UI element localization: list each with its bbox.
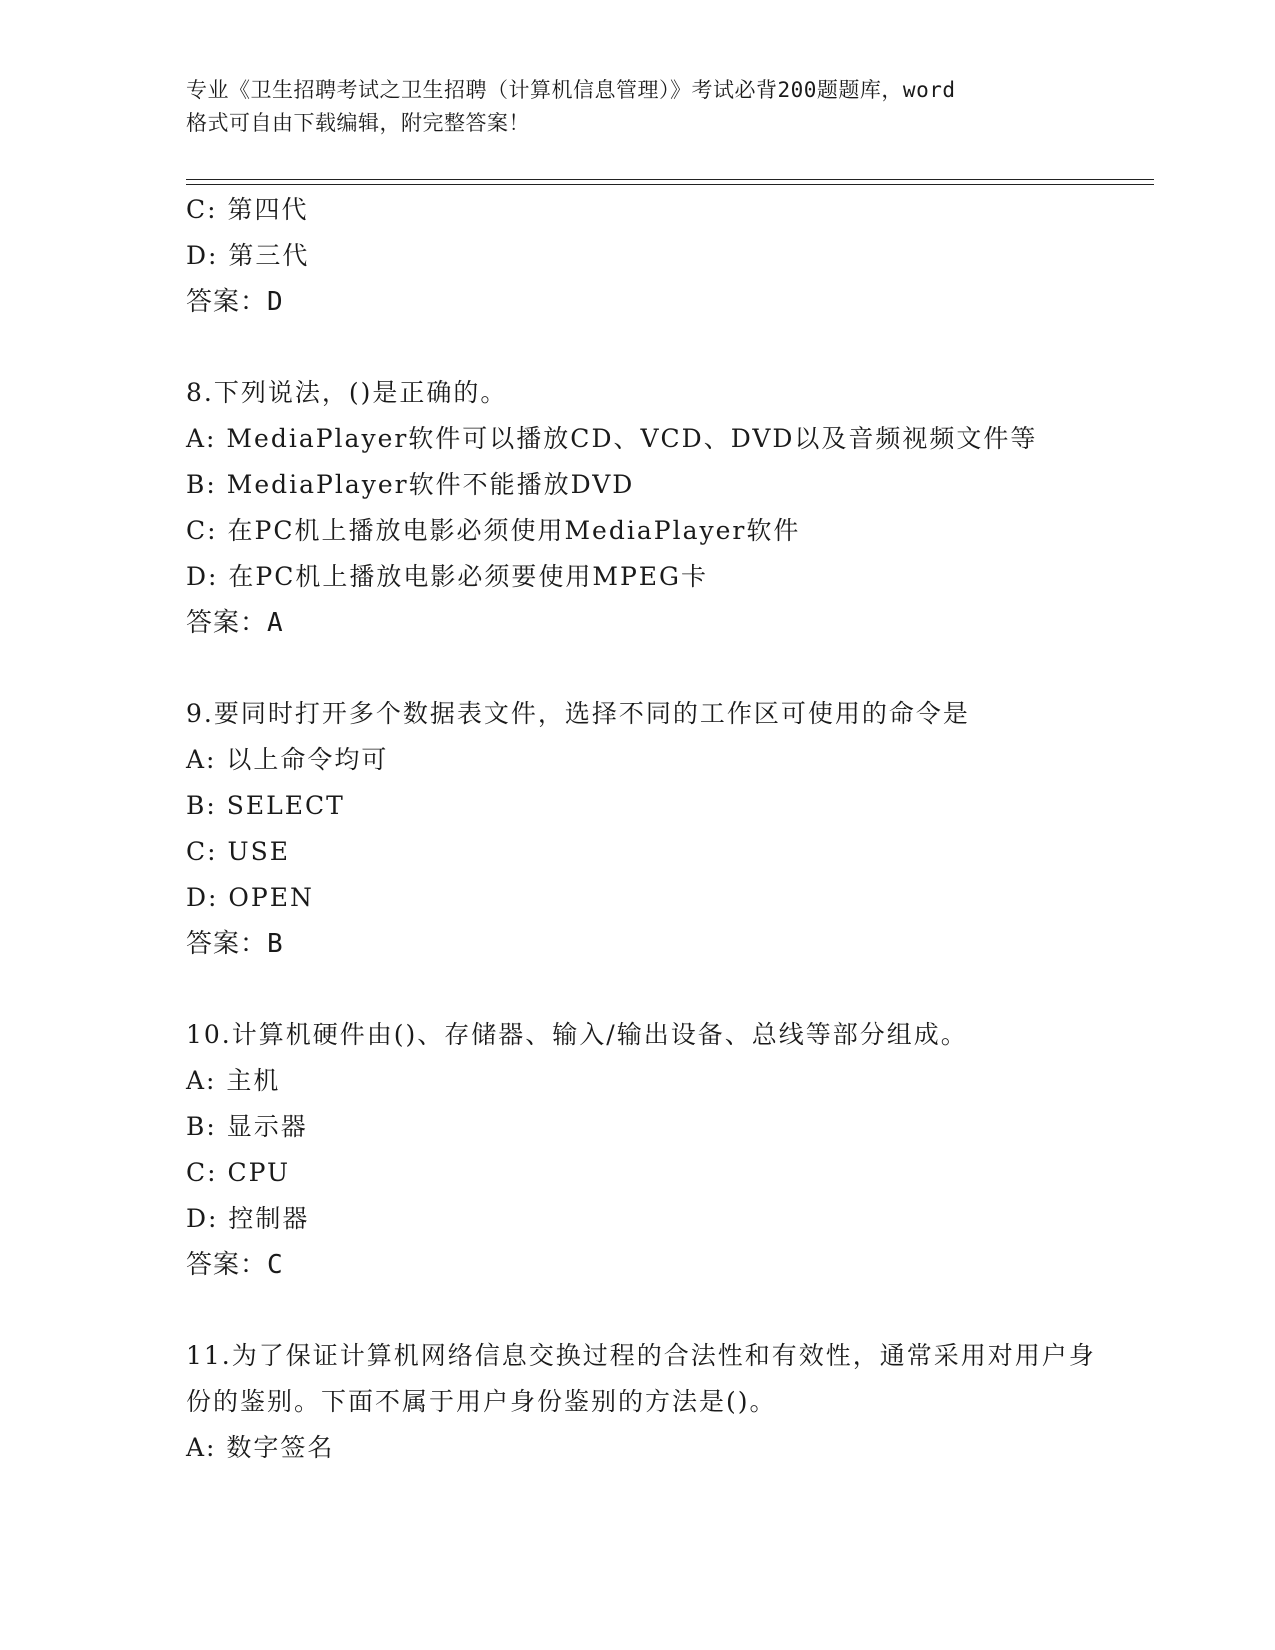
option-d: D: 在PC机上播放电影必须要使用MPEG卡 xyxy=(186,562,709,591)
question-10 xyxy=(186,1012,1106,1288)
option-c: C: 第四代 xyxy=(186,195,309,224)
answer-line: 答案：C xyxy=(186,1250,284,1280)
option-d: D: 第三代 xyxy=(186,241,310,270)
header-title-line-1: 专业《卫生招聘考试之卫生招聘（计算机信息管理）》考试必背200题题库，word xyxy=(186,78,956,102)
option-a: A: 数字签名 xyxy=(186,1433,335,1462)
question-stem: 8.下列说法，()是正确的。 xyxy=(186,378,508,407)
document-header xyxy=(186,74,1086,140)
header-title-line-2: 格式可自由下载编辑，附完整答案！ xyxy=(186,111,530,135)
option-a: A: MediaPlayer软件可以播放CD、VCD、DVD以及音频视频文件等 xyxy=(186,424,1038,453)
question-list xyxy=(186,187,1106,1471)
question-stem: 9.要同时打开多个数据表文件，选择不同的工作区可使用的命令是 xyxy=(186,699,970,728)
option-d: D: OPEN xyxy=(186,883,314,912)
option-d: D: 控制器 xyxy=(186,1204,310,1233)
option-c: C: USE xyxy=(186,837,290,866)
header-divider-top xyxy=(186,179,1154,180)
option-c: C: 在PC机上播放电影必须使用MediaPlayer软件 xyxy=(186,516,801,545)
option-a: A: 主机 xyxy=(186,1066,281,1095)
question-11 xyxy=(186,1333,1106,1471)
header-divider-bottom xyxy=(186,184,1154,185)
answer-line: 答案：A xyxy=(186,608,284,638)
question-9 xyxy=(186,691,1106,967)
question-fragment xyxy=(186,187,1106,325)
answer-line: 答案：D xyxy=(186,287,284,317)
option-b: B: MediaPlayer软件不能播放DVD xyxy=(186,470,635,499)
option-b: B: 显示器 xyxy=(186,1112,308,1141)
answer-line: 答案：B xyxy=(186,929,284,959)
option-c: C: CPU xyxy=(186,1158,291,1187)
option-a: A: 以上命令均可 xyxy=(186,745,389,774)
question-stem: 11.为了保证计算机网络信息交换过程的合法性和有效性，通常采用对用户身份的鉴别。下面不属于用户身份鉴别的方法是()。 xyxy=(186,1341,1096,1416)
question-8 xyxy=(186,370,1106,646)
question-stem: 10.计算机硬件由()、存储器、输入/输出设备、总线等部分组成。 xyxy=(186,1020,968,1049)
option-b: B: SELECT xyxy=(186,791,345,820)
